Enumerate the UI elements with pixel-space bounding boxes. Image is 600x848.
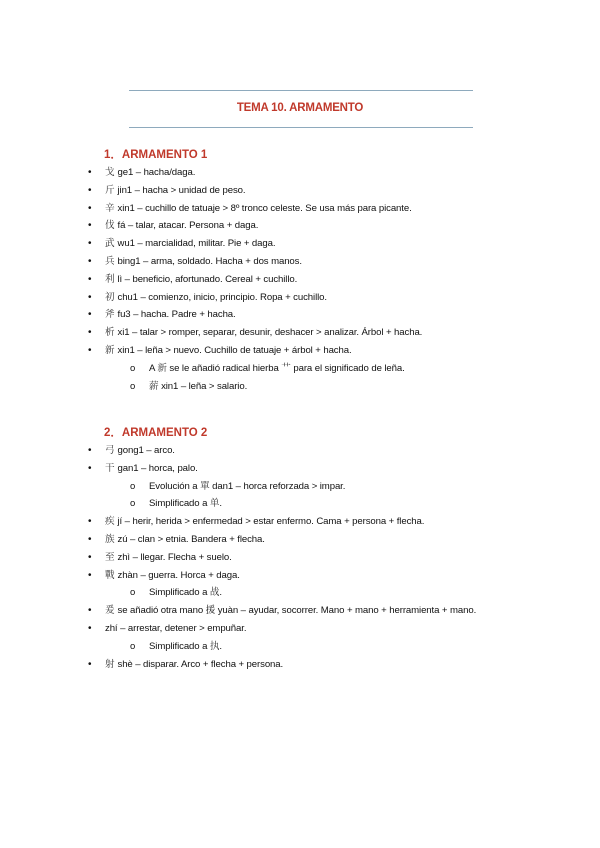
list-item: [88, 531, 560, 549]
list-item: [88, 513, 560, 531]
sub-item: [105, 584, 560, 602]
list-item: [88, 656, 560, 674]
section-heading: 1．ARMAMENTO 1: [104, 149, 208, 161]
sub-text: Evolución a: [149, 480, 201, 492]
list-item: [88, 289, 560, 307]
item-text: se añadió otra mano 援 yuàn – ayudar, socorrer. Mano + mano + herramienta + mano.: [117, 605, 477, 617]
list-item: [88, 200, 560, 218]
item-list: [88, 164, 560, 395]
list-item: [88, 602, 560, 620]
list-item: [88, 253, 560, 271]
item-text: bing1 – arma, soldado. Hacha + dos manos.: [117, 255, 302, 267]
sub-list: [105, 360, 560, 396]
item-text: shè – disparar. Arco + flecha + persona.: [117, 658, 284, 670]
bottom-rule: [129, 127, 473, 128]
han-character: 战: [209, 587, 220, 599]
item-text: gan1 – horca, palo.: [117, 462, 198, 474]
han-character: 戰: [105, 569, 115, 581]
han-character: 單: [200, 480, 210, 492]
item-text: fu3 – hacha. Padre + hacha.: [117, 309, 236, 321]
list-item: [88, 164, 560, 182]
sub-item: [105, 378, 560, 396]
item-list: [88, 442, 560, 673]
sub-text: Simplificado a: [149, 640, 210, 652]
item-text: xin1 – cuchillo de tatuaje > 8º tronco celeste. Se usa más para picante.: [117, 202, 412, 214]
item-text: zhàn – guerra. Horca + daga.: [117, 569, 240, 581]
han-character: 干: [105, 462, 115, 474]
list-item: [88, 442, 560, 460]
item-text: zú – clan > etnia. Bandera + flecha.: [117, 533, 265, 545]
han-character: 武: [105, 238, 115, 250]
sub-list: [105, 584, 560, 602]
sub-text: para el significado de leña.: [290, 362, 405, 374]
sub-text: .: [219, 498, 222, 510]
sub-text: .: [219, 640, 222, 652]
top-rule: [129, 90, 473, 91]
sub-text: xin1 – leña > salario.: [158, 380, 248, 392]
list-item: [88, 217, 560, 235]
list-item: [88, 324, 560, 342]
item-text: xin1 – leña > nuevo. Cuchillo de tatuaje + árbol + hacha.: [117, 344, 352, 356]
sub-text: dan1 – horca reforzada > impar.: [209, 480, 346, 492]
item-text: jin1 – hacha > unidad de peso.: [117, 184, 246, 196]
list-item: [88, 235, 560, 253]
item-text: xi1 – talar > romper, separar, desunir, deshacer > analizar. Árbol + hacha.: [117, 327, 423, 339]
han-character: 射: [105, 658, 115, 670]
item-text: chu1 – comienzo, inicio, principio. Ropa + cuchillo.: [117, 291, 327, 303]
item-text: zhì – llegar. Flecha + suelo.: [117, 551, 232, 563]
sub-item: [105, 360, 560, 378]
sub-text: A: [149, 362, 158, 374]
list-item: [88, 342, 560, 395]
list-item: [88, 549, 560, 567]
han-character: 疾: [105, 516, 115, 528]
han-character: 析: [105, 327, 115, 339]
list-item: [88, 306, 560, 324]
item-text: zhí – arrestar, detener > empuñar.: [105, 622, 247, 634]
section-armamento-2: [88, 424, 560, 673]
han-character: 新: [157, 362, 167, 374]
section-armamento-1: [88, 146, 560, 395]
list-item: [88, 620, 560, 656]
list-item: [88, 182, 560, 200]
han-character: 艹: [281, 362, 291, 374]
han-character: 利: [105, 273, 115, 285]
han-character: 戈: [105, 167, 115, 178]
han-character: 斤: [105, 184, 115, 196]
sub-text: Simplificado a: [149, 587, 210, 599]
list-item: [88, 567, 560, 603]
list-item: [88, 271, 560, 289]
han-character: 兵: [105, 255, 115, 267]
sub-item: [105, 478, 560, 496]
page-title: TEMA 10. ARMAMENTO: [236, 102, 364, 114]
han-character: 伐: [105, 220, 115, 232]
section-heading: 2．ARMAMENTO 2: [104, 427, 208, 439]
sub-item: [105, 638, 560, 656]
item-text: gong1 – arco.: [117, 445, 175, 456]
item-text: wu1 – marcialidad, militar. Pie + daga.: [117, 238, 276, 250]
han-character: 至: [105, 551, 115, 563]
han-character: 辛: [105, 202, 115, 214]
item-text: fá – talar, atacar. Persona + daga.: [117, 220, 259, 232]
han-character: 弓: [105, 445, 115, 456]
sub-text: Simplificado a: [149, 498, 210, 510]
sub-text: .: [219, 587, 222, 599]
sub-list: [105, 478, 560, 514]
item-text: jí – herir, herida > enfermedad > estar enfermo. Cama + persona + flecha.: [117, 516, 425, 528]
sub-item: [105, 495, 560, 513]
han-character: 执: [209, 640, 220, 652]
sub-text: se le añadió radical hierba: [166, 362, 282, 374]
sub-list: [105, 638, 560, 656]
item-text: ge1 – hacha/daga.: [117, 167, 196, 178]
han-character: 斧: [105, 309, 115, 321]
han-character: 初: [105, 291, 115, 303]
han-character: 族: [105, 533, 115, 545]
han-character: 新: [105, 344, 115, 356]
han-character: 爰: [105, 605, 115, 617]
han-character: 薪: [149, 380, 159, 392]
list-item: [88, 460, 560, 513]
item-text: lì – beneficio, afortunado. Cereal + cuchillo.: [117, 273, 298, 285]
han-character: 单: [209, 498, 220, 510]
